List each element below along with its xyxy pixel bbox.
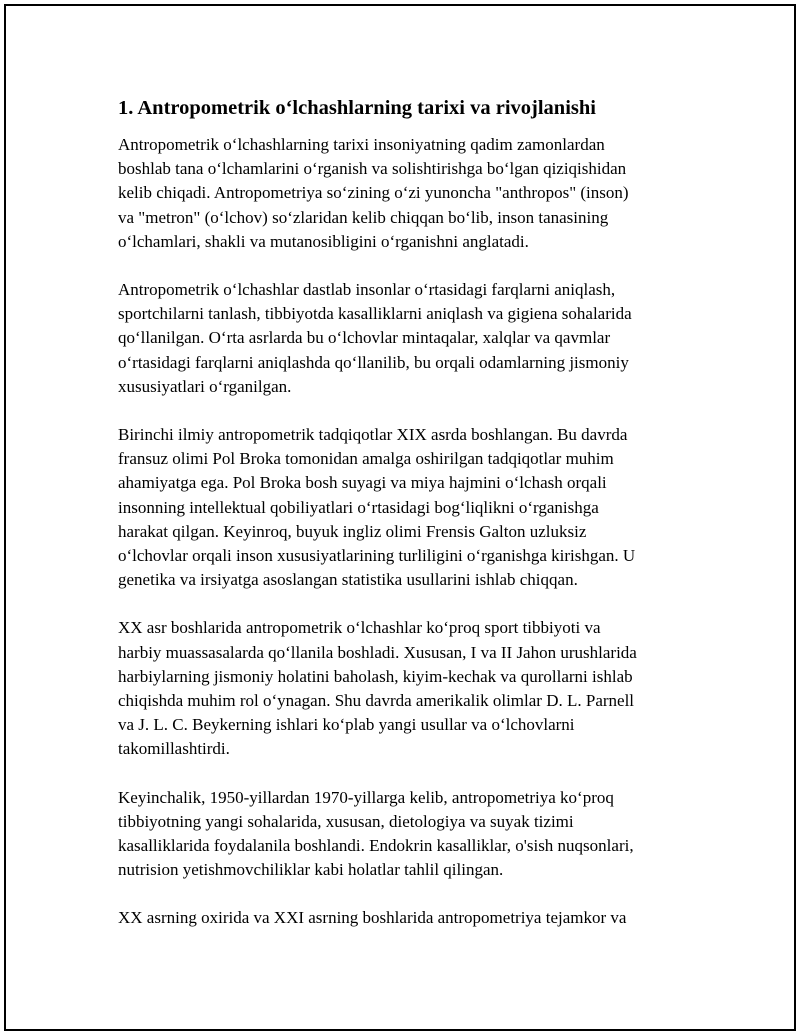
text-line: kasalliklarida foydalanila boshlandi. Endokrin kasalliklar, o'sish nuqsonlari, bbox=[118, 836, 634, 856]
text-line: genetika va irsiyatga asoslangan statistika usullarini ishlab chiqqan. bbox=[118, 570, 578, 590]
paragraph-1 bbox=[118, 133, 688, 254]
text-line: o‘lchamlari, shakli va mutanosibligini o‘rganishni anglatadi. bbox=[118, 231, 529, 251]
text-line: o‘rtasidagi farqlarni aniqlashda qo‘llanilib, bu orqali odamlarning jismoniy bbox=[118, 352, 629, 372]
text-line: nutrision yetishmovchiliklar kabi holatlar tahlil qilingan. bbox=[118, 860, 504, 880]
paragraph-4 bbox=[118, 616, 688, 761]
paragraph-3 bbox=[118, 423, 688, 592]
text-line: boshlab tana o‘lchamlarini o‘rganish va solishtirishga bo‘lgan qiziqishidan bbox=[118, 159, 627, 179]
text-line: fransuz olimi Pol Broka tomonidan amalga oshirilgan tadqiqotlar muhim bbox=[118, 449, 614, 469]
section-heading: 1. Antropometrik o‘lchashlarning tarixi va rivojlanishi bbox=[118, 97, 596, 119]
paragraph-2 bbox=[118, 278, 688, 399]
text-line: Keyinchalik, 1950-yillardan 1970-yillarga kelib, antropometriya ko‘proq bbox=[118, 787, 614, 807]
text-line: o‘lchovlar orqali inson xususiyatlarining turliligini o‘rganishga kirishgan. U bbox=[118, 546, 636, 566]
text-line: va "metron" (o‘lchov) so‘zlaridan kelib chiqqan bo‘lib, inson tanasining bbox=[118, 207, 609, 227]
text-line: Antropometrik o‘lchashlar dastlab insonlar o‘rtasidagi farqlarni aniqlash, bbox=[118, 280, 616, 300]
text-line: ahamiyatga ega. Pol Broka bosh suyagi va miya hajmini o‘lchash orqali bbox=[118, 473, 607, 493]
text-line: XX asr boshlarida antropometrik o‘lchashlar ko‘proq sport tibbiyoti va bbox=[118, 618, 601, 638]
text-line: harakat qilgan. Keyinroq, buyuk ingliz olimi Frensis Galton uzluksiz bbox=[118, 521, 587, 541]
text-line: XX asrning oxirida va XXI asrning boshlarida antropometriya tejamkor va bbox=[118, 908, 627, 928]
text-line: kelib chiqadi. Antropometriya so‘zining o‘zi yunoncha "anthropos" (inson) bbox=[118, 183, 629, 203]
text-line: qo‘llanilgan. O‘rta asrlarda bu o‘lchovlar mintaqalar, xalqlar va qavmlar bbox=[118, 328, 611, 348]
paragraph-6 bbox=[118, 906, 688, 930]
text-line: chiqishda muhim rol o‘ynagan. Shu davrda amerikalik olimlar D. L. Parnell bbox=[118, 691, 635, 711]
paragraph-5 bbox=[118, 786, 688, 883]
text-line: xususiyatlari o‘rganilgan. bbox=[118, 376, 292, 396]
text-line: takomillashtirdi. bbox=[118, 739, 230, 759]
text-line: sportchilarni tanlash, tibbiyotda kasalliklarni aniqlash va gigiena sohalarida bbox=[118, 304, 632, 324]
text-line: Birinchi ilmiy antropometrik tadqiqotlar XIX asrda boshlangan. Bu davrda bbox=[118, 425, 628, 445]
document-body bbox=[118, 95, 688, 955]
text-line: va J. L. C. Beykerning ishlari ko‘plab yangi usullar va o‘lchovlarni bbox=[118, 715, 575, 735]
text-line: insonning intellektual qobiliyatlari o‘rtasidagi bog‘liqlikni o‘rganishga bbox=[118, 497, 599, 517]
text-line: harbiy muassasalarda qo‘llanila boshladi. Xususan, I va II Jahon urushlarida bbox=[118, 642, 637, 662]
text-line: Antropometrik o‘lchashlarning tarixi insoniyatning qadim zamonlardan bbox=[118, 135, 605, 154]
text-line: harbiylarning jismoniy holatini baholash, kiyim-kechak va qurollarni ishlab bbox=[118, 666, 633, 686]
text-line: tibbiyotning yangi sohalarida, xususan, dietologiya va suyak tizimi bbox=[118, 811, 574, 831]
